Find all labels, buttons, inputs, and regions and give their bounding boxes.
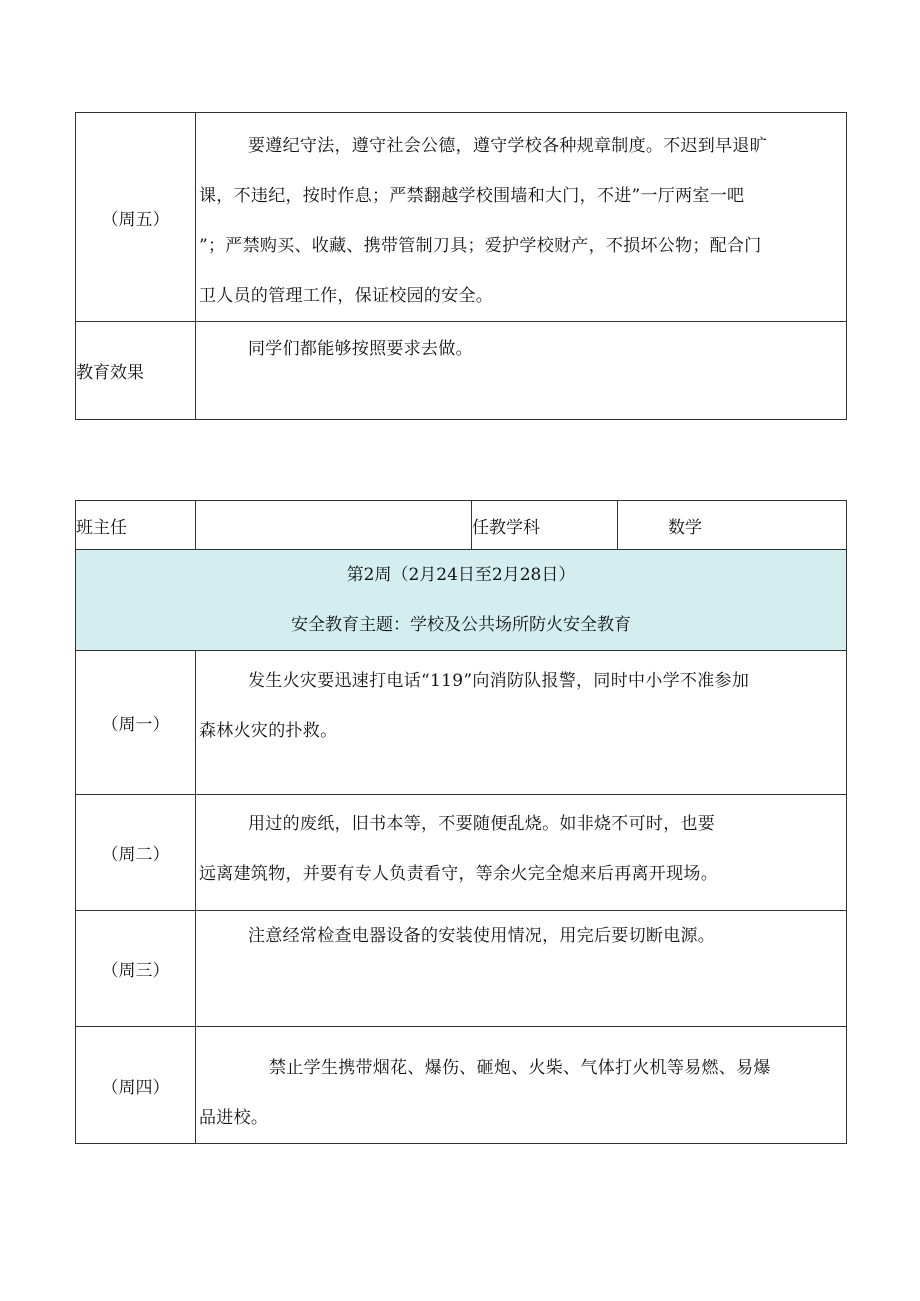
- table-row: [76, 1027, 847, 1144]
- table-row: [76, 911, 847, 1027]
- day-content: [196, 911, 847, 1027]
- subject-label: 任教学科: [472, 501, 618, 550]
- table-1: [75, 112, 847, 420]
- week-title: 第2周（2月24日至2月28日）: [346, 565, 576, 585]
- content-line: 要遵纪守法，遵守社会公德，遵守学校各种规章制度。不迟到早退旷: [248, 136, 767, 156]
- content-line: 卫人员的管理工作，保证校园的安全。: [199, 286, 494, 306]
- week-header: [76, 550, 847, 651]
- content-line: 发生火灾要迅速打电话“119”向消防队报警，同时中小学不准参加: [248, 671, 750, 691]
- table-row: [76, 113, 847, 322]
- content-line: 森林火灾的扑救。: [199, 721, 338, 741]
- table-row: [76, 795, 847, 911]
- day-content: [196, 1027, 847, 1144]
- day-content: [196, 113, 847, 322]
- content-line: 注意经常检查电器设备的安装使用情况，用完后要切断电源。: [248, 926, 716, 946]
- day-content: [196, 651, 847, 795]
- day-label: （周四）: [76, 1027, 196, 1144]
- effect-label: 教育效果: [76, 322, 196, 420]
- day-label: （周五）: [76, 113, 196, 322]
- subject-value: 数学: [618, 501, 847, 550]
- day-content: [196, 795, 847, 911]
- content-line: 远离建筑物，并要有专人负责看守，等余火完全熄来后再离开现场。: [199, 864, 718, 884]
- content-line: 同学们都能够按照要求去做。: [248, 339, 473, 359]
- table-row: [76, 651, 847, 795]
- day-label: （周二）: [76, 795, 196, 911]
- week-header-row: [76, 550, 847, 651]
- table-2: [75, 500, 847, 1144]
- content-line: 禁止学生携带烟花、爆伤、砸炮、火柴、气体打火机等易燃、易爆: [269, 1058, 771, 1078]
- content-line: 品进校。: [199, 1108, 269, 1128]
- effect-content: [196, 322, 847, 420]
- teacher-value: [196, 501, 472, 550]
- content-line: 课，不违纪，按时作息；严禁翻越学校围墙和大门，不进”一厅两室一吧: [199, 186, 745, 206]
- content-line: 用过的废纸，旧书本等，不要随便乱烧。如非烧不可时，也要: [248, 814, 716, 834]
- teacher-label: 班主任: [76, 501, 196, 550]
- day-label: （周一）: [76, 651, 196, 795]
- header-row: [76, 501, 847, 550]
- day-label: （周三）: [76, 911, 196, 1027]
- content-line: ”；严禁购买、收藏、携带管制刀具；爱护学校财产，不损坏公物；配合门: [199, 236, 762, 256]
- safety-theme: 安全教育主题：学校及公共场所防火安全教育: [291, 615, 631, 635]
- table-row: [76, 322, 847, 420]
